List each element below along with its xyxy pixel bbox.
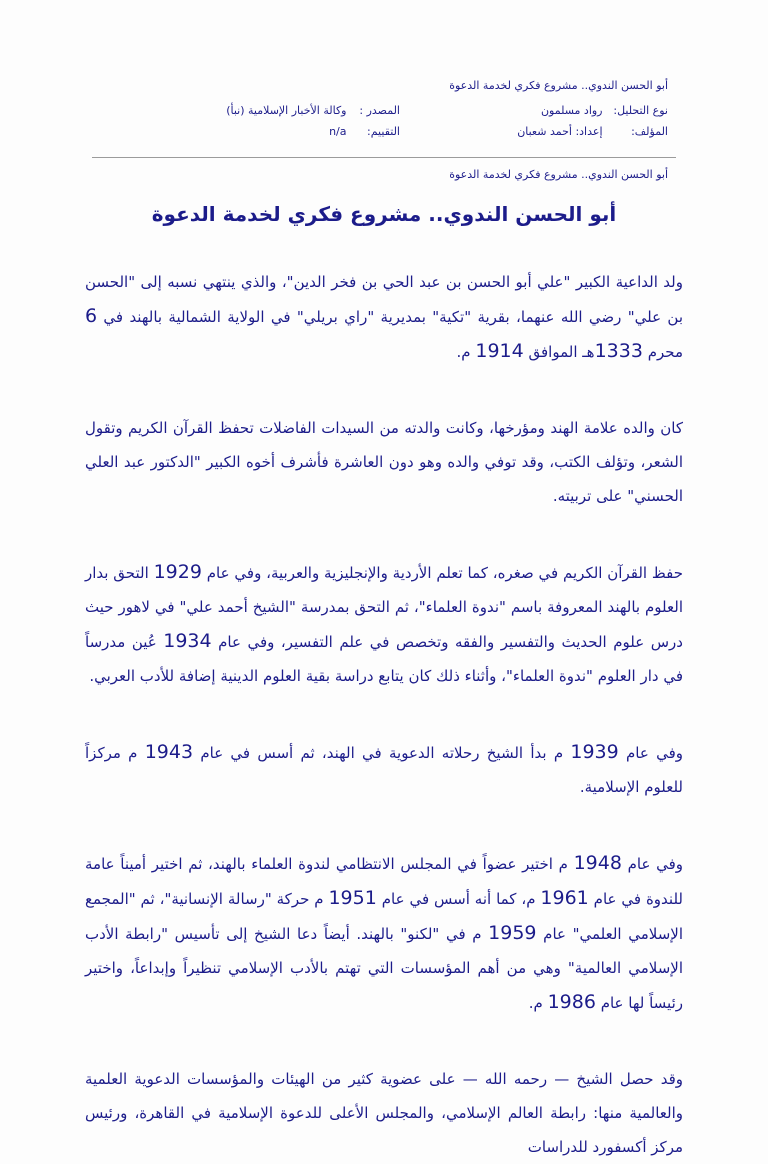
rating-field: [329, 121, 400, 142]
author-field: [400, 121, 668, 142]
year-number: 1914: [475, 340, 524, 362]
article-paragraph: وقد حصل الشيخ — رحمه الله — على عضوية كثير من الهيئات والمؤسسات الدعوية العلمية والعالمية منها: رابطة العالم الإسلامي، والمجلس الأعلى للدعوة الإسلامية في القاهرة، ورئيس مركز أكسفورد للدراسات: [85, 1070, 683, 1156]
article-paragraph: ولد الداعية الكبير "علي أبو الحسن بن عبد الحي بن فخر الدين"، والذي ينتهي نسبه إلى "الحسن بن علي" رضي الله عنهما، بقرية "تكية" بمديرية "راي بريلي" في الولاية الشمالية بالهند في 6 محرم 1333هـ الموافق 1914 م.: [85, 273, 683, 362]
rating-label: التقييم:: [367, 125, 400, 138]
metadata-table: [92, 100, 668, 142]
metadata-row: [92, 121, 668, 142]
rating-value: n/a: [329, 125, 347, 138]
analysis-type-label: نوع التحليل:: [613, 104, 668, 117]
analysis-type-value: رواد مسلمون: [540, 104, 603, 117]
running-head: أبو الحسن الندوي.. مشروع فكري لخدمة الدعوة: [449, 168, 668, 181]
article-paragraph: كان والده علامة الهند ومؤرخها، وكانت والدته من السيدات الفاضلات تحفظ القرآن الكريم وتقول الشعر، وتؤلف الكتب، وقد توفي والده وهو دون العاشرة فأشرف أخوه الكبير "الدكتور عبد العلي الحسني" على تربيته.: [85, 419, 683, 505]
source-value: وكالة الأخبار الإسلامية (نبأ): [226, 104, 347, 117]
year-number: 1333: [594, 340, 643, 362]
article-paragraph: حفظ القرآن الكريم في صغره، كما تعلم الأردية والإنجليزية والعربية، وفي عام 1929 التحق بدار العلوم بالهند المعروفة باسم "ندوة العلماء"، ثم التحق بمدرسة "الشيخ أحمد علي" في لاهور حيث درس علوم الحديث والتفسير والفقه وتخصص في علم التفسير، وفي عام 1934 عُين مدرساً في دار العلوم "ندوة العلماء"، وأثناء ذلك كان يتابع دراسة بقية العلوم الدينية إضافة للأدب العربي.: [85, 561, 684, 685]
year-number: 1959: [488, 922, 537, 944]
document-header: [0, 0, 768, 183]
year-number: 1986: [547, 991, 596, 1013]
year-number: 1939: [570, 741, 619, 763]
article-title: أبو الحسن الندوي.. مشروع فكري لخدمة الدعوة: [151, 202, 617, 226]
year-number: 1951: [328, 887, 377, 909]
year-number: 1948: [573, 852, 622, 874]
article-body: [0, 265, 768, 1164]
year-number: 1929: [153, 561, 202, 583]
year-number: 6: [85, 305, 98, 327]
document-head-title: أبو الحسن الندوي.. مشروع فكري لخدمة الدعوة: [449, 79, 668, 92]
article-paragraph: وفي عام 1948 م اختير عضواً في المجلس الانتظامي لندوة العلماء بالهند، ثم اختير أميناً عامة للندوة في عام 1961 م، كما أنه أسس في عام 1951 م حركة "رسالة الإنسانية"، ثم "المجمع الإسلامي العلمي" عام 1959 م في "لكنو" بالهند. أيضاً دعا الشيخ إلى تأسيس "رابطة الأدب الإسلامي العالمية" وهي من أهم المؤسسات التي تهتم بالأدب الإسلامي تنظيراً وإبداعاً، واختير رئيساً لها عام 1986 م.: [85, 852, 684, 1013]
header-divider: [92, 157, 676, 158]
source-label: المصدر :: [359, 104, 400, 117]
analysis-type-field: [400, 100, 668, 121]
article-paragraph: وفي عام 1939 م بدأ الشيخ رحلاته الدعوية في الهند، ثم أسس في عام 1943 م مركزاً للعلوم الإسلامية.: [85, 741, 683, 796]
source-field: [226, 100, 400, 121]
author-label: المؤلف:: [631, 125, 668, 138]
article: [0, 199, 768, 1164]
metadata-row: [92, 100, 668, 121]
year-number: 1961: [540, 887, 589, 909]
year-number: 1943: [144, 741, 194, 763]
year-number: 1934: [163, 630, 212, 652]
author-value: إعداد: أحمد شعبان: [517, 125, 603, 138]
